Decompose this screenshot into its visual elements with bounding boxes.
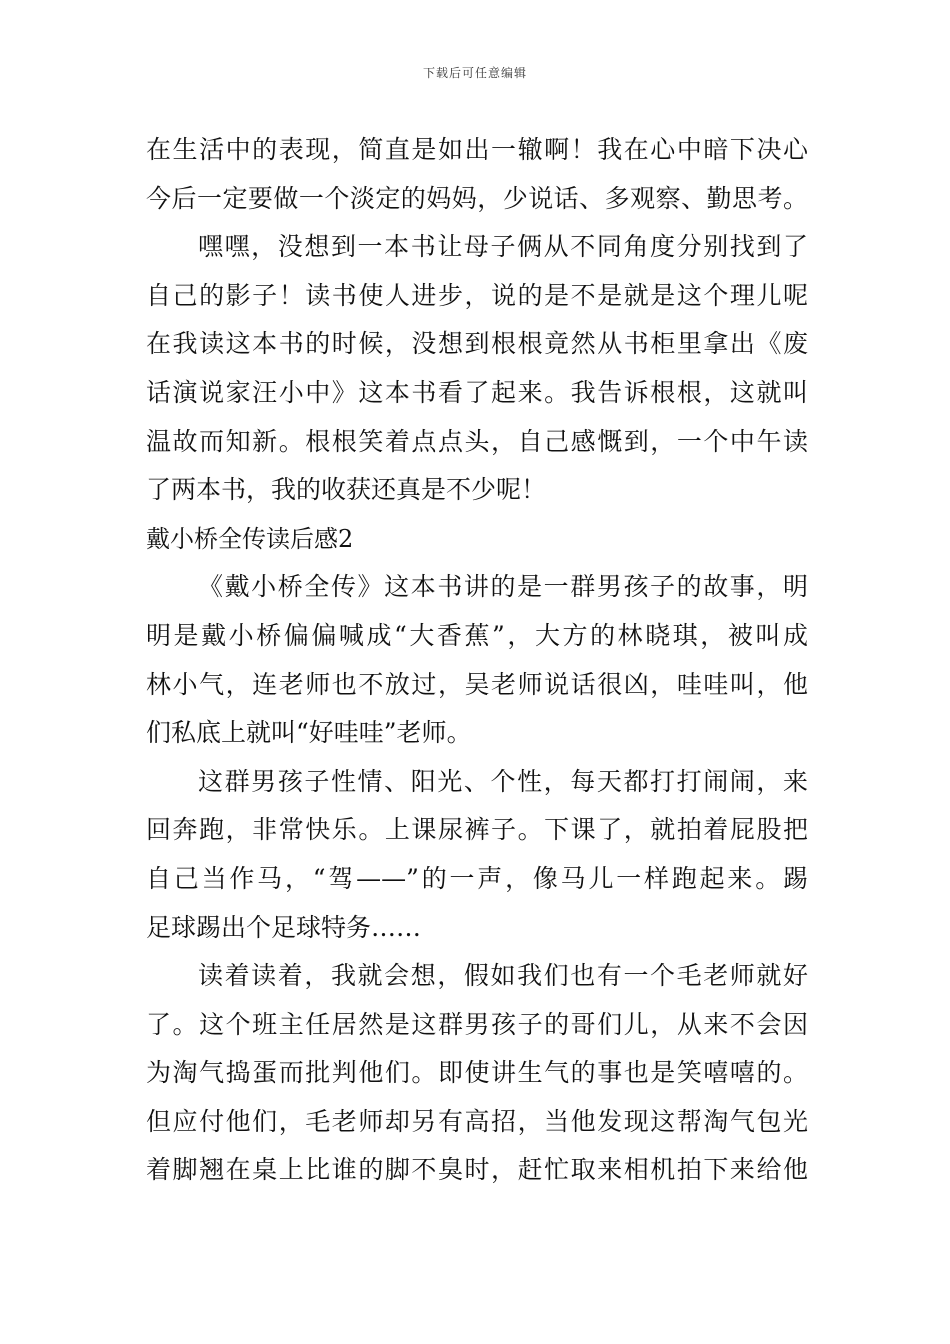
text-line: 林小气，连老师也不放过，吴老师说话很凶，哇哇叫，他 (146, 669, 808, 699)
text-line: 这群男孩子性情、阳光、个性，每天都打打闹闹，来 (198, 766, 808, 796)
text-line: 足球踢出个足球特务…… (146, 912, 422, 942)
text-line: 《戴小桥全传》这本书讲的是一群男孩子的故事，明 (198, 572, 808, 602)
text-line: 话演说家汪小中》这本书看了起来。我告诉根根，这就叫 (146, 377, 808, 407)
text-line: 为淘气捣蛋而批判他们。即使讲生气的事也是笑嘻嘻的。 (146, 1058, 808, 1088)
text-line: 但应付他们，毛老师却另有高招，当他发现这帮淘气包光 (146, 1106, 808, 1136)
document-body (146, 126, 808, 1195)
section-heading: 戴小桥全传读后感2 (146, 524, 354, 553)
text-line: 在生活中的表现，简直是如出一辙啊！我在心中暗下决心 (146, 135, 808, 164)
page-header: 下载后可任意编辑 (422, 66, 527, 80)
text-line: 了。这个班主任居然是这群男孩子的哥们儿，从来不会因 (146, 1009, 808, 1039)
text-line: 自己当作马，“驾——”的一声，像马儿一样跑起来。踢 (146, 863, 808, 893)
text-line: 们私底上就叫“好哇哇”老师。 (146, 718, 472, 748)
text-line: 着脚翘在桌上比谁的脚不臭时，赶忙取来相机拍下来给他 (146, 1155, 808, 1185)
text-line: 读着读着，我就会想，假如我们也有一个毛老师就好 (198, 961, 808, 991)
text-line: 嘿嘿，没想到一本书让母子俩从不同角度分别找到了 (198, 232, 808, 262)
text-line: 温故而知新。根根笑着点点头，自己感慨到，一个中午读 (146, 426, 808, 456)
text-line: 明是戴小桥偏偏喊成“大香蕉”，大方的林晓琪，被叫成 (146, 620, 808, 650)
text-line: 回奔跑，非常快乐。上课尿裤子。下课了，就拍着屁股把 (146, 815, 808, 845)
text-line: 自己的影子！读书使人进步，说的是不是就是这个理儿呢 (146, 280, 808, 310)
text-line: 在我读这本书的时候，没想到根根竟然从书柜里拿出《废 (146, 329, 808, 359)
text-line: 了两本书，我的收获还真是不少呢！ (146, 475, 547, 505)
text-line: 今后一定要做一个淡定的妈妈，少说话、多观察、勤思考。 (146, 183, 808, 213)
